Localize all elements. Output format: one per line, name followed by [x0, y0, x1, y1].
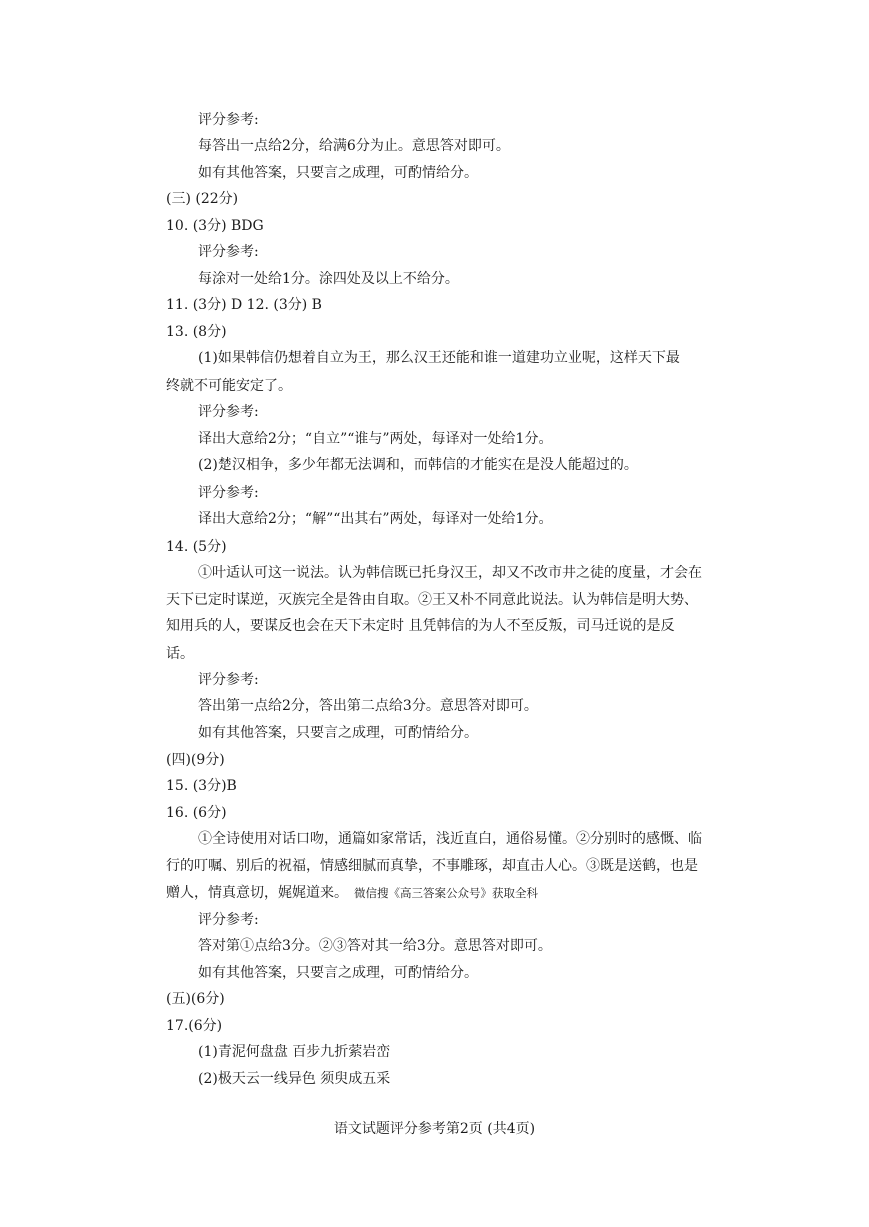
text-line — [166, 217, 264, 235]
text-line — [198, 937, 552, 955]
text-line — [166, 538, 227, 556]
text-line — [198, 911, 259, 929]
line-text: 16. (6分) — [166, 805, 227, 821]
line-text: (1)如果韩信仍想着自立为王，那么汉王还能和谁一道建功立业呢，这样天下最 — [198, 350, 680, 366]
text-line — [198, 164, 478, 182]
line-text: ①叶适认可这一说法。认为韩信既已托身汉王，却又不改市井之徒的度量，才会在 — [198, 565, 702, 581]
text-line — [166, 617, 674, 635]
line-text: 评分参考: — [198, 404, 259, 420]
line-text: 行的叮嘱、别后的祝福，情感细腻而真挚，不事雕琢，却直击人心。③既是送鹤，也是 — [166, 858, 698, 874]
text-line — [198, 349, 680, 367]
text-line — [166, 857, 698, 875]
text-line — [166, 1017, 222, 1035]
text-line — [166, 645, 194, 663]
line-text: (2)楚汉相争，多少年都无法调和，而韩信的才能实在是没人能超过的。 — [198, 457, 638, 473]
text-line — [198, 1043, 390, 1061]
text-line — [198, 510, 552, 528]
line-text: 话。 — [166, 646, 194, 662]
line-text: 14. (5分) — [166, 539, 227, 555]
line-text: ①全诗使用对话口吻，通篇如家常话，浅近直白，通俗易懂。②分别时的感慨、临 — [198, 831, 702, 847]
line-text: 每答出一点给2分，给满6分为止。意思答对即可。 — [198, 138, 510, 154]
text-line — [198, 137, 510, 155]
line-text: 评分参考: — [198, 912, 259, 928]
line-text: 15. (3分)B — [166, 778, 237, 794]
line-text: 答对第①点给3分。②③答对其一给3分。意思答对即可。 — [198, 938, 552, 954]
text-line — [198, 697, 538, 715]
line-text: 17.(6分) — [166, 1018, 223, 1034]
line-text: 每涂对一处给1分。涂四处及以上不给分。 — [198, 271, 459, 287]
text-line — [198, 964, 478, 982]
line-text: (四)(9分) — [166, 752, 225, 768]
text-line — [198, 430, 552, 448]
page-footer: 语文试题评分参考第2页 (共4页) — [333, 1121, 536, 1137]
line-text: 10. (3分) BDG — [166, 218, 264, 234]
text-line — [198, 724, 478, 742]
text-line — [166, 190, 238, 208]
text-line — [198, 270, 459, 288]
text-line — [166, 296, 322, 314]
text-line — [198, 403, 259, 421]
text-line — [166, 804, 227, 822]
line-text: 评分参考: — [198, 672, 259, 688]
text-line — [198, 671, 259, 689]
line-text: 如有其他答案，只要言之成理，可酌情给分。 — [198, 725, 478, 741]
text-line — [166, 884, 538, 902]
line-text: 终就不可能安定了。 — [166, 378, 292, 394]
line-text: (三) (22分) — [166, 191, 239, 207]
text-line — [198, 484, 259, 502]
line-text: 如有其他答案，只要言之成理，可酌情给分。 — [198, 165, 478, 181]
line-text: 译出大意给2分；“解”“出其右”两处，每译对一处给1分。 — [198, 511, 553, 527]
line-text: 13. (8分) — [166, 324, 227, 340]
text-line — [198, 456, 638, 474]
text-line — [198, 111, 259, 129]
line-text: 11. (3分) D 12. (3分) B — [166, 297, 322, 313]
line-text: 赠人，情真意切，娓娓道来。 — [166, 885, 348, 901]
line-text: 答出第一点给2分，答出第二点给3分。意思答对即可。 — [198, 698, 538, 714]
line-text: 知用兵的人，要谋反也会在天下未定时 且凭韩信的为人不至反叛，司马迁说的是反 — [166, 618, 675, 634]
text-line — [166, 377, 292, 395]
line-text: 评分参考: — [198, 485, 259, 501]
line-text: 如有其他答案，只要言之成理，可酌情给分。 — [198, 965, 478, 981]
line-text: 评分参考: — [198, 112, 259, 128]
text-line — [166, 751, 225, 769]
text-line — [166, 990, 225, 1008]
text-line — [198, 564, 702, 582]
text-line — [166, 591, 698, 609]
text-line — [198, 243, 259, 261]
line-text: 评分参考: — [198, 244, 259, 260]
line-text: (2)极天云一线异色 须臾成五采 — [198, 1071, 391, 1087]
text-line — [198, 1070, 390, 1088]
line-text: (五)(6分) — [166, 991, 225, 1007]
text-line — [166, 777, 237, 795]
line-text: (1)青泥何盘盘 百步九折萦岩峦 — [198, 1044, 391, 1060]
line-text: 天下已定时谋逆，灭族完全是咎由自取。②王又朴不同意此说法。认为韩信是明大势、 — [166, 592, 698, 608]
text-line — [198, 830, 702, 848]
text-line — [166, 323, 227, 341]
line-text: 译出大意给2分；“自立”“谁与”两处，每译对一处给1分。 — [198, 431, 553, 447]
watermark-note: 微信搜《高三答案公众号》获取全科 — [354, 886, 538, 900]
